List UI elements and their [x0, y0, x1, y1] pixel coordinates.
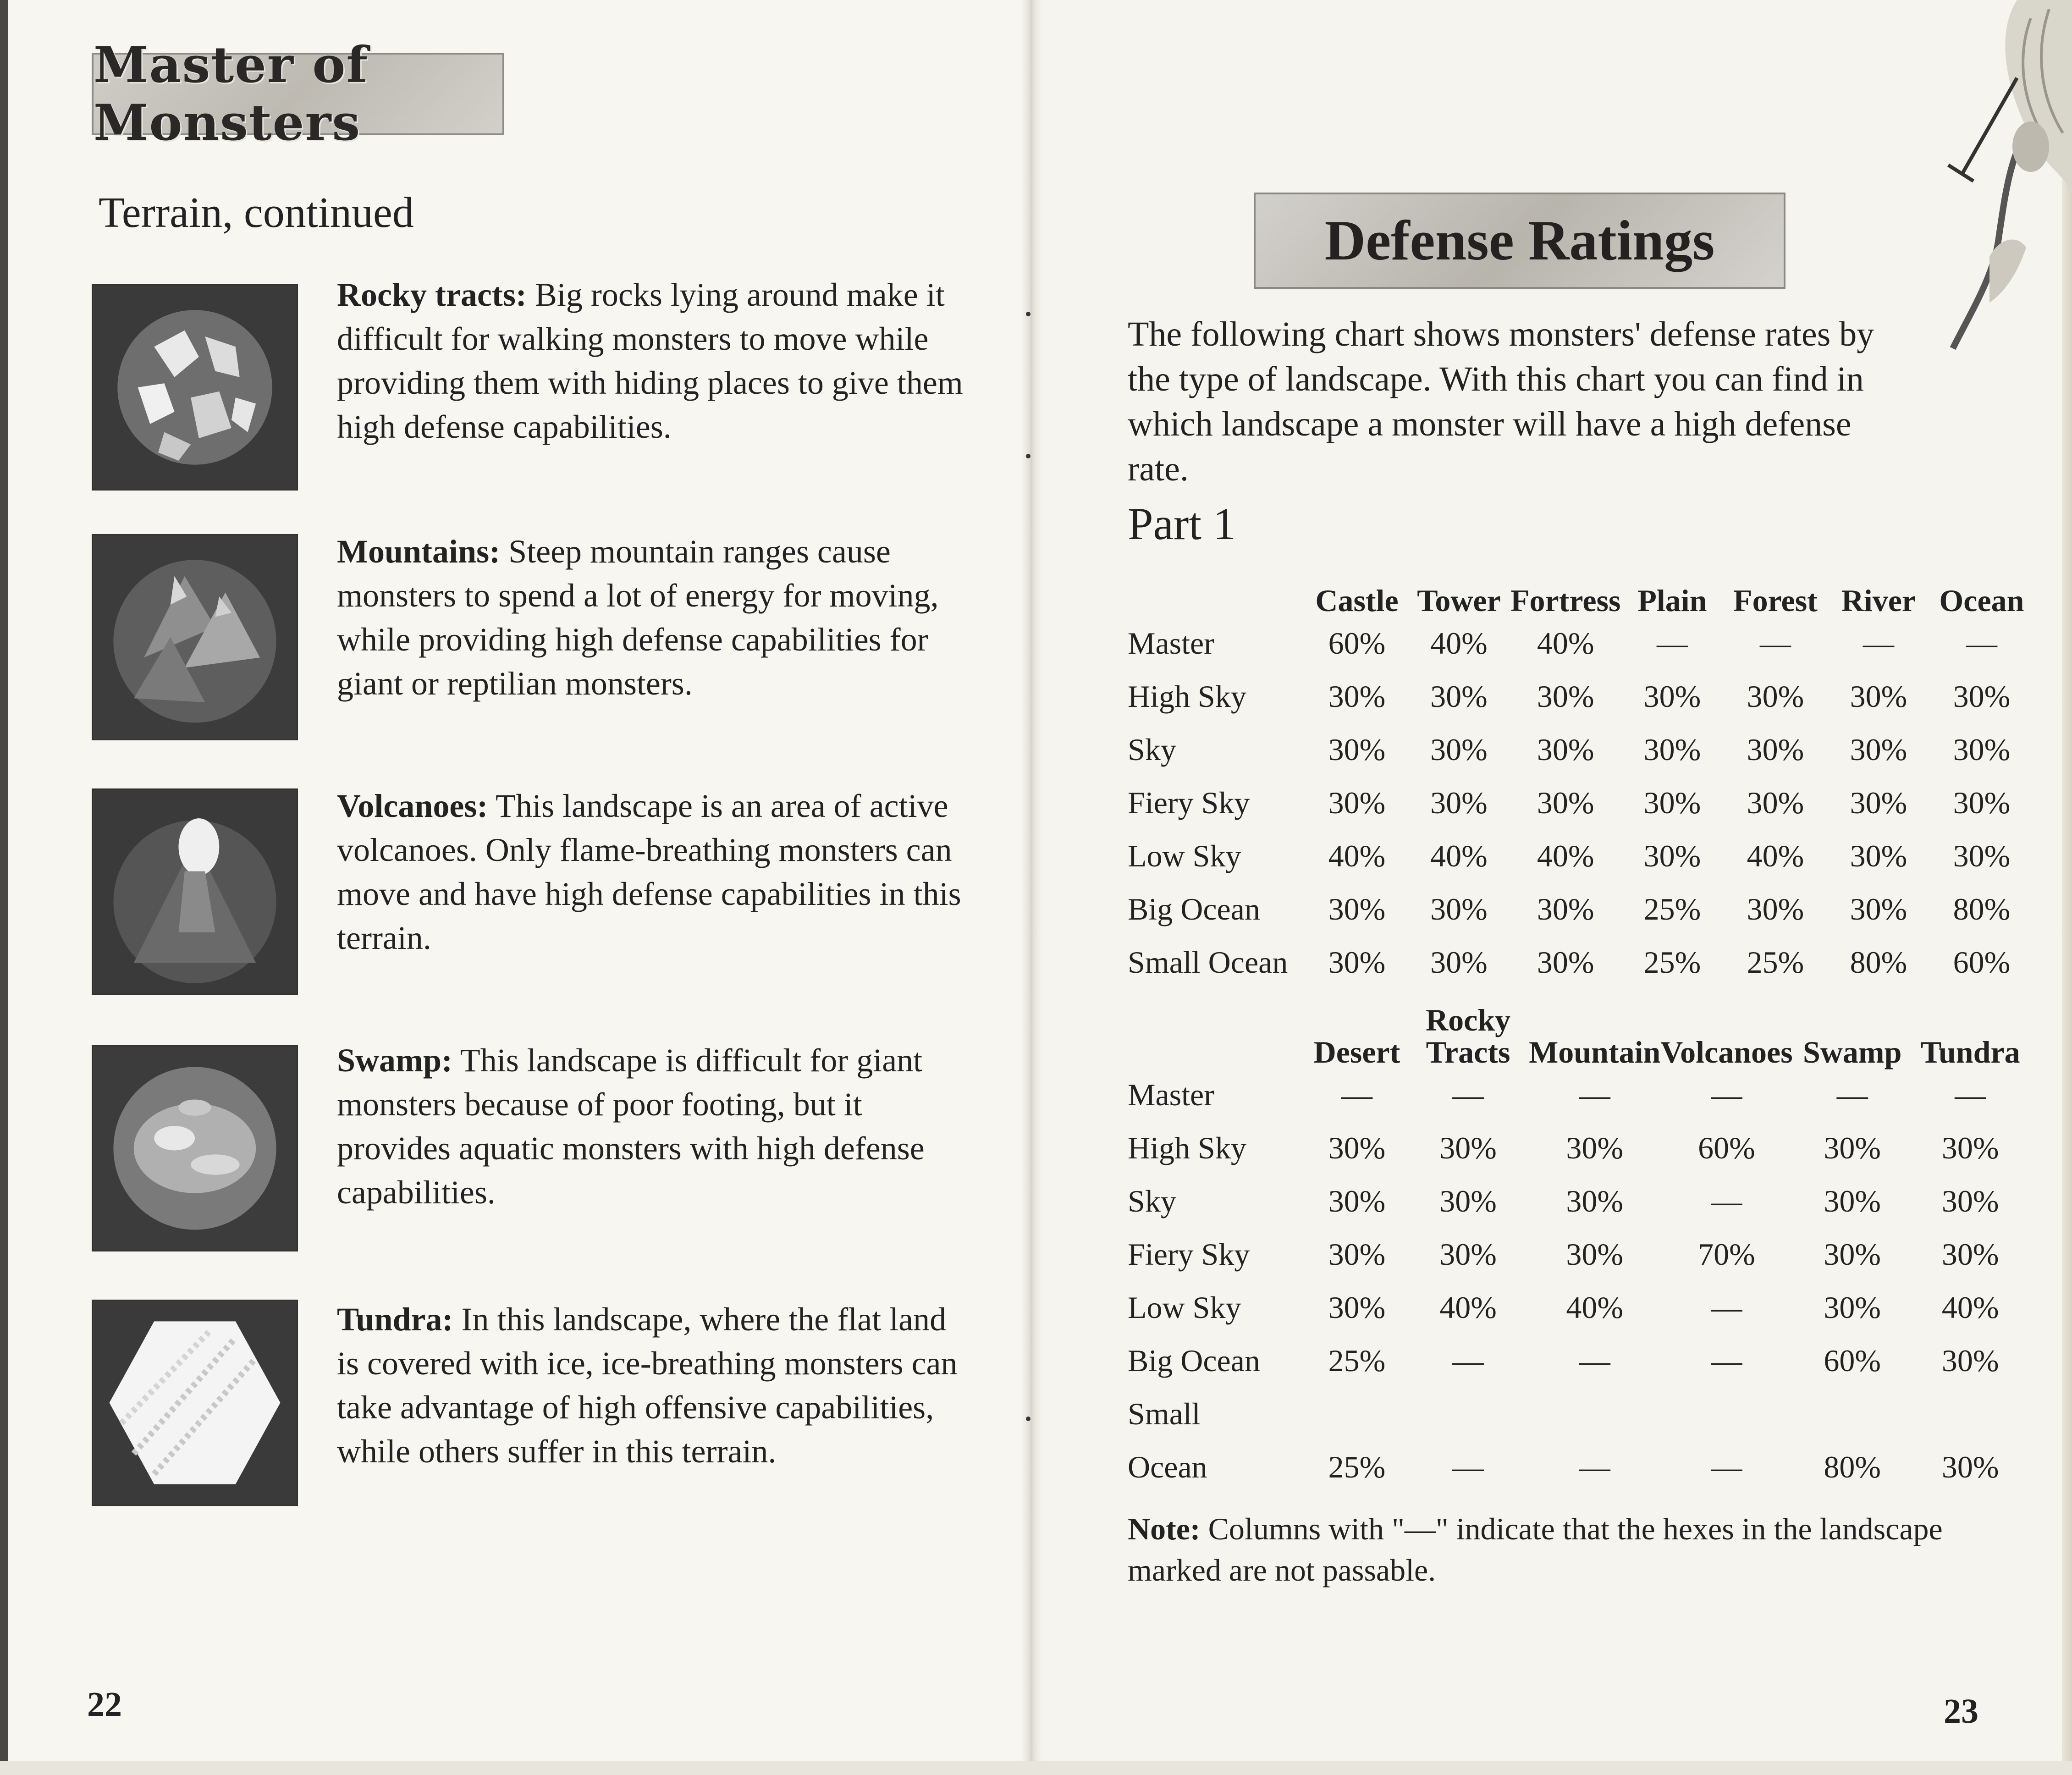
table-row [1128, 1334, 2029, 1387]
empty-cell [1529, 1387, 1660, 1440]
mountains-tile-image [92, 534, 298, 740]
table-cell: 30% [1953, 785, 2011, 820]
rocky-tracts-tile-image [92, 284, 298, 491]
column-header: Swamp [1803, 1035, 1902, 1069]
defense-table-part1 [1128, 571, 2033, 989]
winged-warrior-illustration [1879, 0, 2072, 367]
table-cell: — [1759, 625, 1791, 661]
row-header: Low Sky [1128, 1290, 1241, 1325]
table-corner [1128, 571, 1306, 617]
table-cell: 30% [1643, 732, 1701, 767]
table-cell: 30% [1824, 1130, 1881, 1165]
table-cell: — [1452, 1343, 1484, 1378]
table-cell: 25% [1328, 1343, 1386, 1378]
table-cell: 40% [1747, 838, 1804, 873]
row-header: Master [1128, 625, 1214, 661]
table-cell: 40% [1537, 838, 1594, 873]
table-cell: 30% [1537, 944, 1594, 980]
row-header: Fiery Sky [1128, 1236, 1250, 1272]
table-cell: 40% [1941, 1290, 1999, 1325]
row-header: Fiery Sky [1128, 785, 1250, 820]
binding-dot [1026, 312, 1030, 316]
table-cell: — [1711, 1183, 1742, 1218]
table-cell: 60% [1328, 625, 1386, 661]
table-cell: — [1656, 625, 1688, 661]
table-cell: 30% [1430, 944, 1488, 980]
volcano-tile-image [92, 788, 298, 995]
table-cell: — [1341, 1077, 1372, 1112]
empty-cell [1660, 1387, 1792, 1440]
row-header: Master [1128, 1077, 1214, 1112]
book-spine [1021, 0, 1042, 1775]
table-cell: 30% [1439, 1183, 1497, 1218]
table-cell: 30% [1328, 1130, 1386, 1165]
table-cell: 30% [1537, 785, 1594, 820]
column-header: Plain [1637, 583, 1707, 618]
column-header: Desert [1313, 1035, 1400, 1069]
table-cell: 30% [1941, 1449, 1999, 1484]
column-header: Forest [1733, 583, 1818, 618]
terrain-name: Swamp: [337, 1042, 453, 1079]
table-row [1128, 1387, 2029, 1440]
table-cell: 30% [1328, 891, 1386, 926]
table-cell: — [1836, 1077, 1868, 1112]
table-cell: — [1711, 1290, 1742, 1325]
table-cell: 30% [1850, 838, 1907, 873]
empty-cell [1407, 1387, 1529, 1440]
table-cell: 30% [1643, 838, 1701, 873]
table-cell: 40% [1328, 838, 1386, 873]
table-row [1128, 723, 2033, 776]
swamp-description [337, 1038, 970, 1214]
table-row [1128, 1228, 2029, 1281]
column-header: Volcanoes [1660, 1035, 1793, 1069]
table-cell: 30% [1941, 1236, 1999, 1272]
terrain-name: Mountains: [337, 533, 501, 570]
table-cell: — [1579, 1077, 1610, 1112]
row-header: Small [1128, 1396, 1201, 1431]
table-cell: 30% [1430, 891, 1488, 926]
table-cell: 30% [1537, 891, 1594, 926]
page-title: Defense Ratings [1324, 209, 1715, 272]
page-number-left: 22 [87, 1685, 122, 1724]
row-header: Small Ocean [1128, 944, 1288, 980]
table-cell: 30% [1328, 1183, 1386, 1218]
table-row [1128, 1174, 2029, 1228]
table-cell: 70% [1698, 1236, 1755, 1272]
table-cell: 40% [1439, 1290, 1497, 1325]
table-header-row [1128, 571, 2033, 617]
table-row [1128, 670, 2033, 723]
table-cell: 25% [1747, 944, 1804, 980]
terrain-name: Tundra: [337, 1301, 453, 1338]
binding-dot [1026, 454, 1030, 458]
table-cell: 30% [1328, 1236, 1386, 1272]
table-cell: — [1579, 1343, 1610, 1378]
table-cell: 60% [1953, 944, 2011, 980]
table-cell: 40% [1430, 838, 1488, 873]
row-header: Big Ocean [1128, 1343, 1260, 1378]
table-cell: 60% [1824, 1343, 1881, 1378]
defense-ratings-title-box [1254, 193, 1785, 289]
table-row [1128, 882, 2033, 936]
table-cell: 30% [1824, 1183, 1881, 1218]
table-cell: 80% [1953, 891, 2011, 926]
table-cell: — [1711, 1343, 1742, 1378]
page-number-right: 23 [1944, 1692, 1978, 1731]
table-cell: 80% [1850, 944, 1907, 980]
table-cell: 30% [1747, 678, 1804, 714]
table-cell: 30% [1824, 1236, 1881, 1272]
terrain-name: Volcanoes: [337, 788, 488, 824]
table-cell: 30% [1850, 678, 1907, 714]
table-row [1128, 1281, 2029, 1334]
table-cell: 30% [1439, 1236, 1497, 1272]
terrain-text: In this landscape, where the flat land is covered with ice, ice-breathing monsters can take advantage of high offensive capabilities, while others suffer in this terrain. [337, 1301, 958, 1470]
table-cell: 30% [1850, 732, 1907, 767]
table-cell: — [1966, 625, 1997, 661]
table-row [1128, 617, 2033, 670]
table-cell: 80% [1824, 1449, 1881, 1484]
table-cell: 40% [1537, 625, 1594, 661]
row-header-continued: Ocean [1128, 1449, 1207, 1484]
table-cell: 30% [1643, 678, 1701, 714]
row-header: High Sky [1128, 678, 1246, 714]
table-note [1128, 1508, 1999, 1591]
defense-table-part1-continued [1128, 999, 2029, 1494]
table-cell: 30% [1328, 785, 1386, 820]
table-cell: 25% [1328, 1449, 1386, 1484]
terrain-text: Steep mountain ranges cause monsters to spend a lot of energy for moving, while providing high defense capabilities for giant or reptilian monsters. [337, 533, 939, 702]
tundra-tile-image [92, 1300, 298, 1506]
row-header: Sky [1128, 1183, 1176, 1218]
terrain-text: Big rocks lying around make it difficult for walking monsters to move while providing them with hiding places to give them high defense capabilities. [337, 276, 963, 445]
row-header: Sky [1128, 732, 1176, 767]
table-cell: 30% [1537, 678, 1594, 714]
table-row [1128, 776, 2033, 829]
table-row [1128, 829, 2033, 882]
note-label: Note: [1128, 1511, 1201, 1546]
table-cell: 30% [1941, 1183, 1999, 1218]
table-cell: 30% [1747, 732, 1804, 767]
table-cell: 30% [1328, 944, 1386, 980]
master-of-monsters-logo [92, 36, 504, 152]
table-row [1128, 1121, 2029, 1174]
table-corner [1128, 999, 1306, 1068]
column-header: Rocky Tracts [1426, 1003, 1511, 1069]
table-cell: 30% [1328, 1290, 1386, 1325]
table-cell: 30% [1430, 785, 1488, 820]
table-cell: 30% [1643, 785, 1701, 820]
row-header: High Sky [1128, 1130, 1246, 1165]
table-cell: 30% [1328, 678, 1386, 714]
empty-cell [1793, 1387, 1912, 1440]
column-header: Ocean [1939, 583, 2024, 618]
table-cell: — [1711, 1449, 1742, 1484]
column-header: Tower [1417, 583, 1501, 618]
table-cell: 30% [1566, 1236, 1624, 1272]
table-cell: 30% [1850, 785, 1907, 820]
terrain-text: This landscape is an area of active volcanoes. Only flame-breathing monsters can move and have high defense capabilities in this terrain. [337, 788, 961, 956]
intro-paragraph: The following chart shows monsters' defense rates by the type of landscape. With this chart you can find in which landscape a monster will have a high defense rate. [1128, 315, 1874, 488]
left-book-edge [0, 0, 8, 1775]
table-cell: 40% [1566, 1290, 1624, 1325]
bottom-edge [0, 1761, 2072, 1775]
table-cell: 30% [1328, 732, 1386, 767]
column-header: Fortress [1510, 583, 1621, 618]
column-header: Tundra [1920, 1035, 2020, 1069]
row-header: Big Ocean [1128, 891, 1260, 926]
table-cell: 30% [1430, 732, 1488, 767]
empty-cell [1912, 1387, 2029, 1440]
table-row [1128, 1068, 2029, 1121]
table-cell: — [1452, 1077, 1484, 1112]
empty-cell [1306, 1387, 1407, 1440]
table-cell: 30% [1430, 678, 1488, 714]
table-cell: 30% [1537, 732, 1594, 767]
column-header: River [1841, 583, 1916, 618]
table-cell: 30% [1439, 1130, 1497, 1165]
table-cell: 25% [1643, 944, 1701, 980]
table-cell: — [1452, 1449, 1484, 1484]
table-cell: — [1955, 1077, 1986, 1112]
row-header: Low Sky [1128, 838, 1241, 873]
column-header: Castle [1315, 583, 1399, 618]
table-cell: 30% [1747, 891, 1804, 926]
table-row [1128, 1440, 2029, 1494]
table-cell: 30% [1747, 785, 1804, 820]
note-text: Columns with "—" indicate that the hexes in the landscape marked are not passable. [1128, 1511, 1943, 1588]
table-cell: — [1711, 1077, 1742, 1112]
terrain-text: This landscape is difficult for giant monsters because of poor footing, but it provides aquatic monsters with high defense capabilities. [337, 1042, 925, 1211]
volcanoes-description [337, 784, 970, 960]
table-cell: 30% [1953, 838, 2011, 873]
swamp-tile-image [92, 1045, 298, 1251]
table-cell: 30% [1953, 732, 2011, 767]
table-header-row [1128, 999, 2029, 1068]
logo-text: Master of Monsters [94, 36, 369, 152]
table-cell: 30% [1953, 678, 2011, 714]
table-row [1128, 936, 2033, 989]
table-cell: — [1579, 1449, 1610, 1484]
table-cell: 30% [1566, 1183, 1624, 1218]
table-cell: 40% [1430, 625, 1488, 661]
tundra-description [337, 1297, 970, 1473]
part-heading: Part 1 [1128, 498, 1236, 549]
table-cell: 30% [1941, 1343, 1999, 1378]
section-subtitle: Terrain, continued [99, 189, 414, 237]
table-cell: — [1863, 625, 1894, 661]
table-cell: 30% [1941, 1130, 1999, 1165]
table-cell: 60% [1698, 1130, 1755, 1165]
rocky-tracts-description [337, 273, 970, 449]
terrain-name: Rocky tracts: [337, 276, 527, 313]
table-cell: 25% [1643, 891, 1701, 926]
column-header: Mountain [1529, 1035, 1661, 1069]
table-cell: 30% [1850, 891, 1907, 926]
mountains-description [337, 529, 970, 706]
binding-dot [1026, 1417, 1030, 1421]
table-cell: 30% [1824, 1290, 1881, 1325]
table-cell: 30% [1566, 1130, 1624, 1165]
